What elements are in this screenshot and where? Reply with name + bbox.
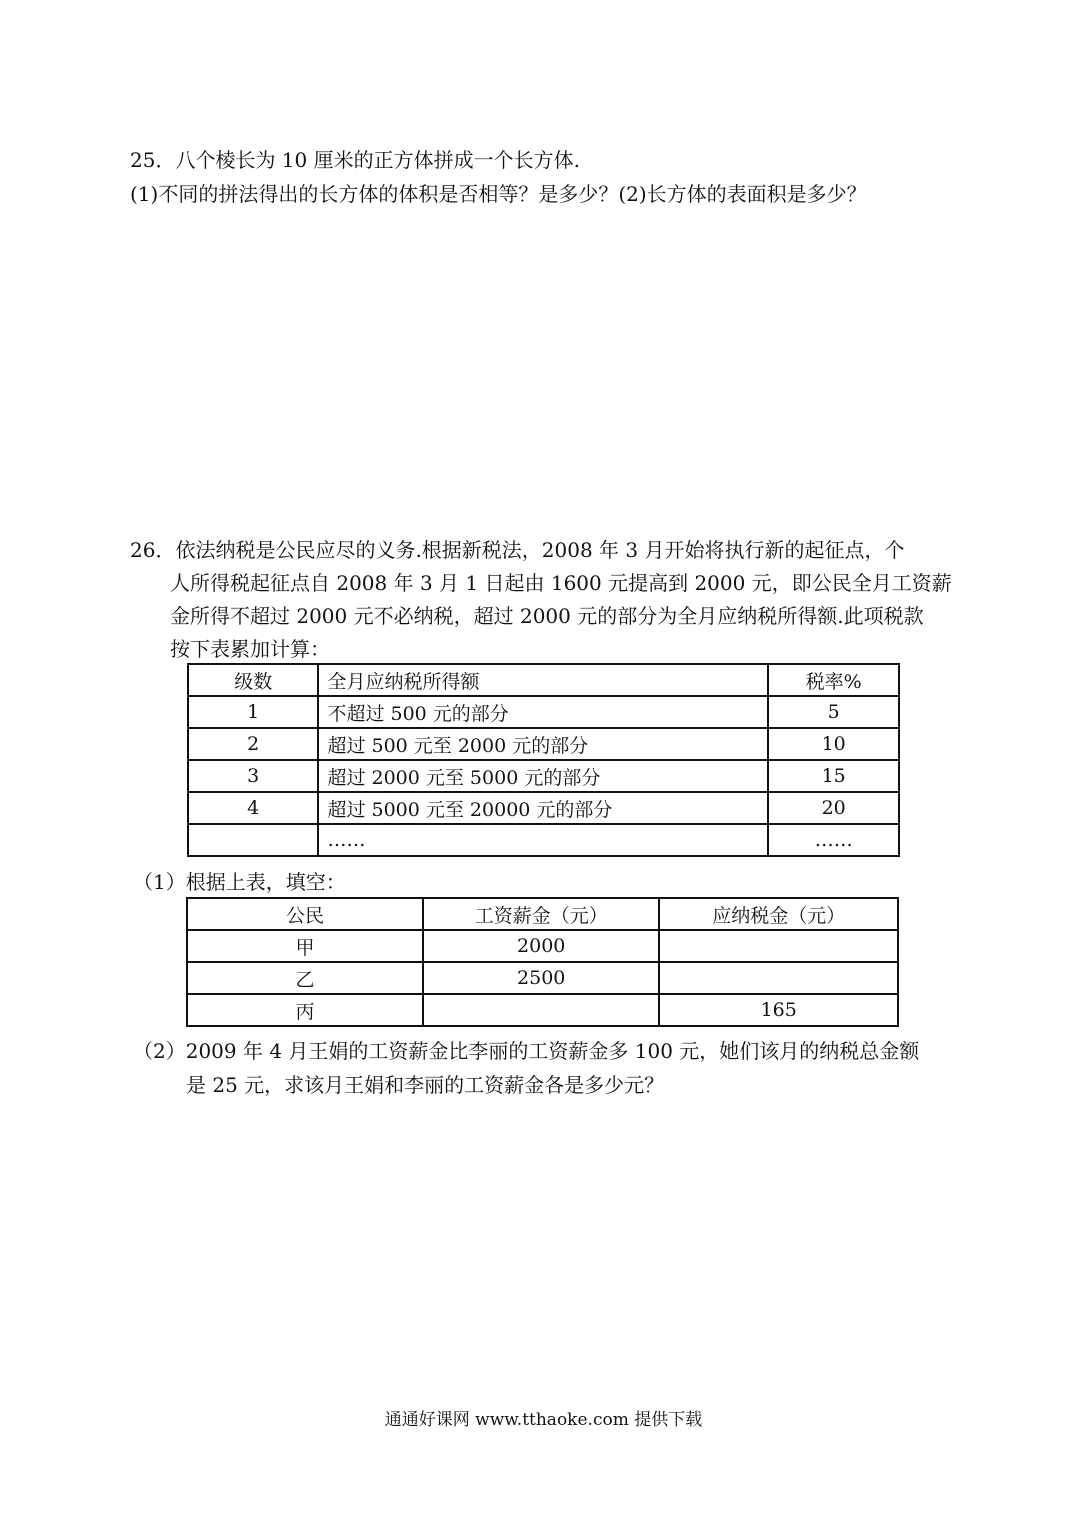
- header-level: 级数: [188, 664, 318, 696]
- table-header-row: [187, 898, 898, 930]
- header-citizen: 公民: [187, 898, 423, 930]
- citizen-cell: 甲: [187, 930, 423, 962]
- range-cell: ……: [318, 824, 768, 856]
- q26-intro-line-3: 金所得不超过 2000 元不必纳税，超过 2000 元的部分为全月应纳税所得额.此项税款: [170, 604, 924, 628]
- table-row: [188, 728, 899, 760]
- table-row: [187, 994, 898, 1026]
- table-header-row: [188, 664, 899, 696]
- range-cell: 不超过 500 元的部分: [318, 696, 768, 728]
- page-footer: 通通好课网 www.tthaoke.com 提供下载: [384, 1410, 703, 1430]
- tax-bracket-table: [187, 663, 900, 857]
- q26-intro-line-2: 人所得税起征点自 2008 年 3 月 1 日起由 1600 元提高到 2000 元，即公民全月工资薪: [170, 571, 952, 595]
- q26-intro-line-1: 26．依法纳税是公民应尽的义务.根据新税法，2008 年 3 月开始将执行新的起征点，个: [130, 538, 905, 562]
- rate-cell: 20: [768, 792, 899, 824]
- salary-cell: 2000: [423, 930, 660, 962]
- rate-cell: 10: [768, 728, 899, 760]
- tax-due-cell: [659, 962, 898, 994]
- range-cell: 超过 5000 元至 20000 元的部分: [318, 792, 768, 824]
- header-tax-due: 应纳税金（元）: [659, 898, 898, 930]
- table-row: [188, 792, 899, 824]
- level-cell: 2: [188, 728, 318, 760]
- salary-cell: 2500: [423, 962, 660, 994]
- rate-cell: 5: [768, 696, 899, 728]
- header-tax-rate: 税率%: [768, 664, 899, 696]
- table-row: [188, 824, 899, 856]
- level-cell: [188, 824, 318, 856]
- part2-line-1: （2）2009 年 4 月王娟的工资薪金比李丽的工资薪金多 100 元，她们该月的纳税总金额: [133, 1039, 920, 1063]
- header-salary: 工资薪金（元）: [423, 898, 660, 930]
- range-cell: 超过 2000 元至 5000 元的部分: [318, 760, 768, 792]
- part2-line-2: 是 25 元，求该月王娟和李丽的工资薪金各是多少元？: [186, 1073, 665, 1097]
- citizen-tax-table: [186, 897, 899, 1027]
- citizen-cell: 乙: [187, 962, 423, 994]
- header-taxable-income: 全月应纳税所得额: [318, 664, 768, 696]
- tax-due-cell: [659, 930, 898, 962]
- citizen-cell: 丙: [187, 994, 423, 1026]
- table-row: [187, 930, 898, 962]
- salary-cell: [423, 994, 660, 1026]
- table-row: [188, 760, 899, 792]
- part1-label: （1）根据上表，填空：: [133, 870, 346, 894]
- rate-cell: ……: [768, 824, 899, 856]
- level-cell: 4: [188, 792, 318, 824]
- q25-line-2: (1)不同的拼法得出的长方体的体积是否相等？是多少？(2)长方体的表面积是多少？: [130, 182, 867, 206]
- level-cell: 3: [188, 760, 318, 792]
- rate-cell: 15: [768, 760, 899, 792]
- q25-line-1: 25．八个棱长为 10 厘米的正方体拼成一个长方体.: [130, 148, 580, 172]
- level-cell: 1: [188, 696, 318, 728]
- range-cell: 超过 500 元至 2000 元的部分: [318, 728, 768, 760]
- q26-intro-line-4: 按下表累加计算：: [170, 637, 330, 661]
- tax-due-cell: 165: [659, 994, 898, 1026]
- table-row: [187, 962, 898, 994]
- table-row: [188, 696, 899, 728]
